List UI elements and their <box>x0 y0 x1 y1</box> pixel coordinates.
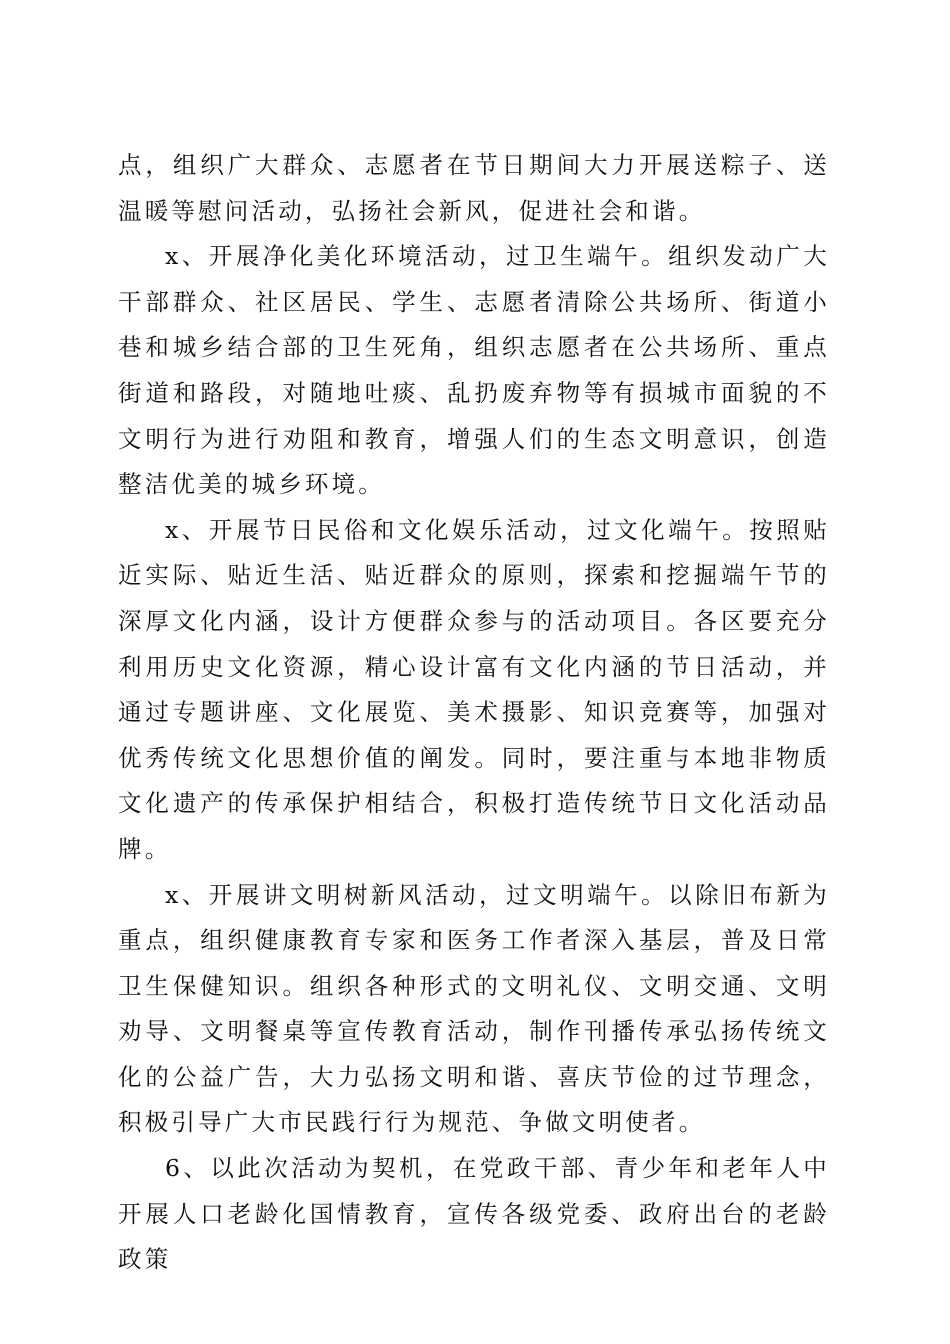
paragraph-continuation: 点，组织广大群众、志愿者在节日期间大力开展送粽子、送温暖等慰问活动，弘扬社会新风，促进社会和谐。 <box>118 151 830 225</box>
document-body <box>118 143 830 1283</box>
paragraph-aging-education: 6、以此次活动为契机，在党政干部、青少年和老年人中开展人口老龄化国情教育，宣传各级党委、政府出台的老龄政策 <box>118 1154 830 1274</box>
paragraph-civilization: x、开展讲文明树新风活动，过文明端午。以除旧布新为重点，组织健康教育专家和医务工作者深入基层，普及日常卫生保健知识。组织各种形式的文明礼仪、文明交通、文明劝导、文明餐桌等宣传教育活动，制作刊播传承弘扬传统文化的公益广告，大力弘扬文明和谐、喜庆节俭的过节理念，积极引导广大市民践行行为规范、争做文明使者。 <box>118 880 830 1137</box>
paragraph-culture: x、开展节日民俗和文化娱乐活动，过文化端午。按照贴近实际、贴近生活、贴近群众的原则，探索和挖掘端午节的深厚文化内涵，设计方便群众参与的活动项目。各区要充分利用历史文化资源，精心设计富有文化内涵的节日活动，并通过专题讲座、文化展览、美术摄影、知识竞赛等，加强对优秀传统文化思想价值的阐发。同时，要注重与本地非物质文化遗产的传承保护相结合，积极打造传统节日文化活动品牌。 <box>118 515 830 863</box>
paragraph-environment: x、开展净化美化环境活动，过卫生端午。组织发动广大干部群众、社区居民、学生、志愿者清除公共场所、街道小巷和城乡结合部的卫生死角，组织志愿者在公共场所、重点街道和路段，对随地吐痰、乱扔废弃物等有损城市面貌的不文明行为进行劝阻和教育，增强人们的生态文明意识，创造整洁优美的城乡环境。 <box>118 242 830 499</box>
